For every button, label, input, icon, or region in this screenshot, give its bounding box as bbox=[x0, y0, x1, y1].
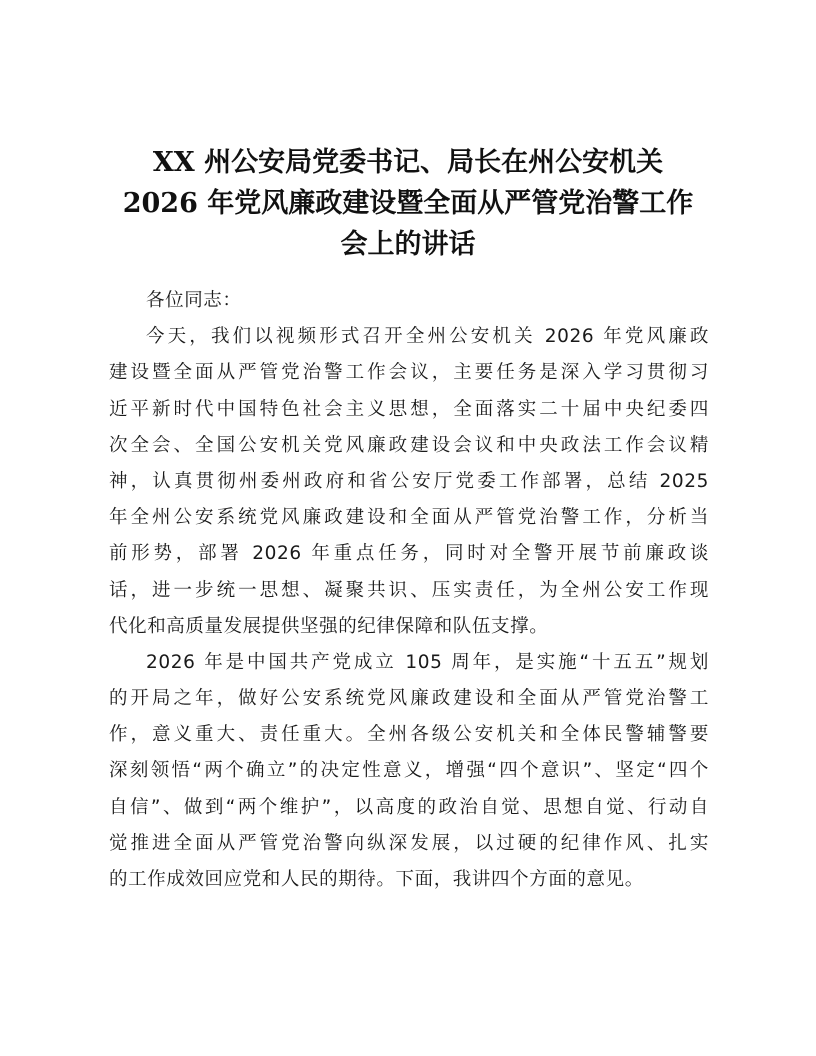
document-title bbox=[100, 142, 716, 265]
paragraph-line: 的开局之年，做好公安系统党风廉政建设和全面从严管党治警工 bbox=[109, 688, 709, 710]
title-line: XX 州公安局党委书记、局长在州公安机关 bbox=[152, 147, 664, 178]
paragraph-line: 作，意义重大、责任重大。全州各级公安机关和全体民警辅警要 bbox=[109, 724, 709, 746]
paragraph-line: 神，认真贯彻州委州政府和省公安厅党委工作部署，总结 2025 bbox=[109, 470, 709, 492]
paragraph-line: 代化和高质量发展提供坚强的纪律保障和队伍支撑。 bbox=[109, 615, 549, 637]
paragraph-line: 年全州公安系统党风廉政建设和全面从严管党治警工作，分析当 bbox=[109, 507, 709, 529]
paragraph-line: 自信”、做到“两个维护”，以高度的政治自觉、思想自觉、行动自 bbox=[109, 796, 709, 818]
paragraph-line: 话，进一步统一思想、凝聚共识、压实责任，为全州公安工作现 bbox=[109, 579, 709, 601]
salutation: 各位同志： bbox=[146, 290, 242, 311]
paragraph-line: 建设暨全面从严管党治警工作会议，主要任务是深入学习贯彻习 bbox=[109, 362, 709, 384]
title-line: 2026 年党风廉政建设暨全面从严管党治警工作 bbox=[122, 188, 694, 219]
paragraph-line: 深刻领悟“两个确立”的决定性意义，增强“四个意识”、坚定“四个 bbox=[109, 760, 709, 782]
paragraph-1 bbox=[109, 319, 709, 645]
paragraph-line: 的工作成效回应党和人民的期待。下面，我讲四个方面的意见。 bbox=[109, 869, 644, 890]
paragraph-line: 今天，我们以视频形式召开全州公安机关 2026 年党风廉政 bbox=[146, 326, 709, 348]
title-line: 会上的讲话 bbox=[340, 229, 476, 260]
paragraph-2 bbox=[109, 645, 709, 898]
document-body bbox=[109, 283, 709, 898]
paragraph-line: 前形势，部署 2026 年重点任务，同时对全警开展节前廉政谈 bbox=[109, 543, 709, 565]
paragraph-line: 近平新时代中国特色社会主义思想，全面落实二十届中央纪委四 bbox=[109, 398, 709, 420]
paragraph-line: 觉推进全面从严管党治警向纵深发展，以过硬的纪律作风、扎实 bbox=[109, 832, 709, 854]
paragraph-line: 2026 年是中国共产党成立 105 周年，是实施“十五五”规划 bbox=[146, 651, 709, 673]
paragraph-line: 次全会、全国公安机关党风廉政建设会议和中央政法工作会议精 bbox=[109, 434, 709, 456]
